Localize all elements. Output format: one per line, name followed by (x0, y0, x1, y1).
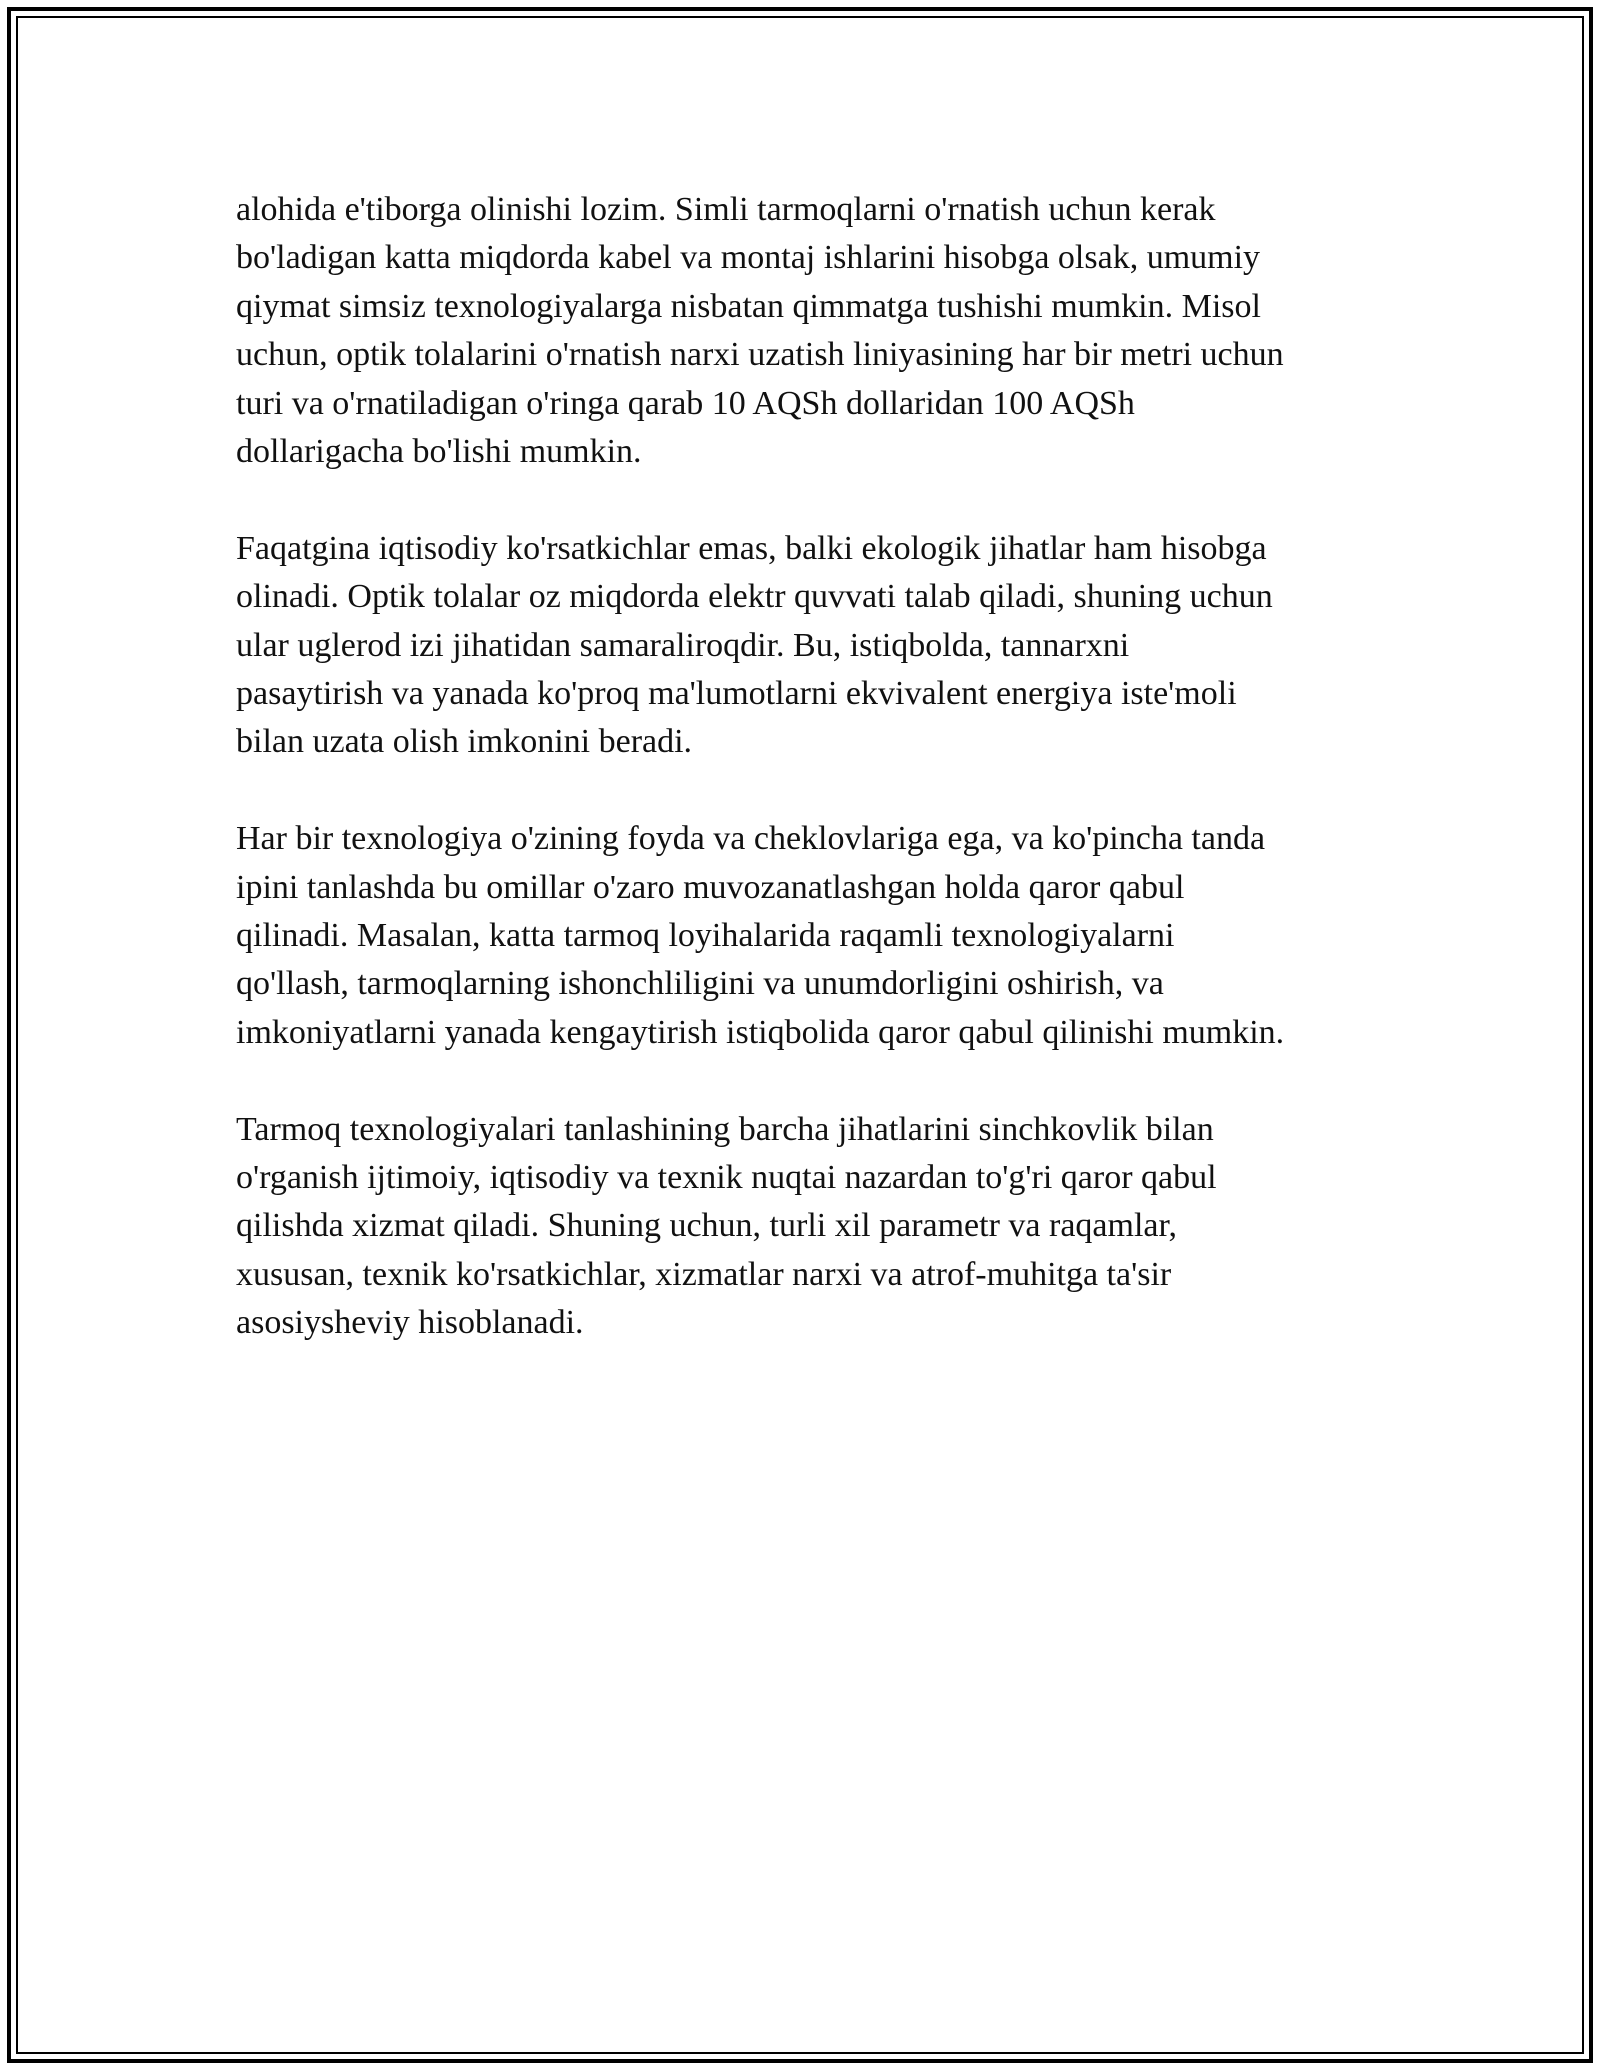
text-line: qilishda xizmat qiladi. Shuning uchun, turli xil parametr va raqamlar, (236, 1207, 1177, 1245)
text-line: qilinadi. Masalan, katta tarmoq loyihalarida raqamli texnologiyalarni (236, 917, 1175, 955)
text-line: turi va o'rnatiladigan o'ringa qarab 10 AQSh dollaridan 100 AQSh (236, 384, 1135, 422)
paragraph (236, 186, 1386, 476)
text-line: ipini tanlashda bu omillar o'zaro muvozanatlashgan holda qaror qabul (236, 868, 1185, 906)
text-line: Har bir texnologiya o'zining foyda va cheklovlariga ega, va ko'pincha tanda (236, 820, 1266, 858)
text-line: dollarigacha bo'lishi mumkin. (236, 433, 642, 471)
text-line: imkoniyatlarni yanada kengaytirish istiqbolida qaror qabul qilinishi mumkin. (236, 1013, 1285, 1051)
text-line: Faqatgina iqtisodiy ko'rsatkichlar emas, balki ekologik jihatlar ham hisobga (236, 529, 1267, 567)
paragraph (236, 1106, 1386, 1348)
text-line: olinadi. Optik tolalar oz miqdorda elektr quvvati talab qiladi, shuning uchun (236, 578, 1273, 616)
text-line: xususan, texnik ko'rsatkichlar, xizmatlar narxi va atrof-muhitga ta'sir (236, 1255, 1172, 1293)
paragraph (236, 815, 1386, 1057)
text-line: pasaytirish va yanada ko'proq ma'lumotlarni ekvivalent energiya iste'moli (236, 675, 1237, 713)
text-line: qo'llash, tarmoqlarning ishonchliligini va unumdorligini oshirish, va (236, 965, 1164, 1003)
text-line: qiymat simsiz texnologiyalarga nisbatan qimmatga tushishi mumkin. Misol (236, 287, 1261, 325)
text-line: ular uglerod izi jihatidan samaraliroqdir. Bu, istiqbolda, tannarxni (236, 626, 1130, 664)
text-line: uchun, optik tolalarini o'rnatish narxi uzatish liniyasining har bir metri uchun (236, 336, 1284, 374)
text-line: bilan uzata olish imkonini beradi. (236, 723, 693, 761)
text-line: o'rganish ijtimoiy, iqtisodiy va texnik nuqtai nazardan to'g'ri qaror qabul (236, 1159, 1217, 1197)
body-text (236, 186, 1386, 1396)
paragraph (236, 525, 1386, 767)
text-line: bo'ladigan katta miqdorda kabel va montaj ishlarini hisobga olsak, umumiy (236, 239, 1261, 277)
text-line: Tarmoq texnologiyalari tanlashining barcha jihatlarini sinchkovlik bilan (236, 1110, 1214, 1148)
text-line: alohida e'tiborga olinishi lozim. Simli tarmoqlarni o'rnatish uchun kerak (236, 191, 1216, 228)
text-line: asosiysheviy hisoblanadi. (236, 1304, 584, 1342)
